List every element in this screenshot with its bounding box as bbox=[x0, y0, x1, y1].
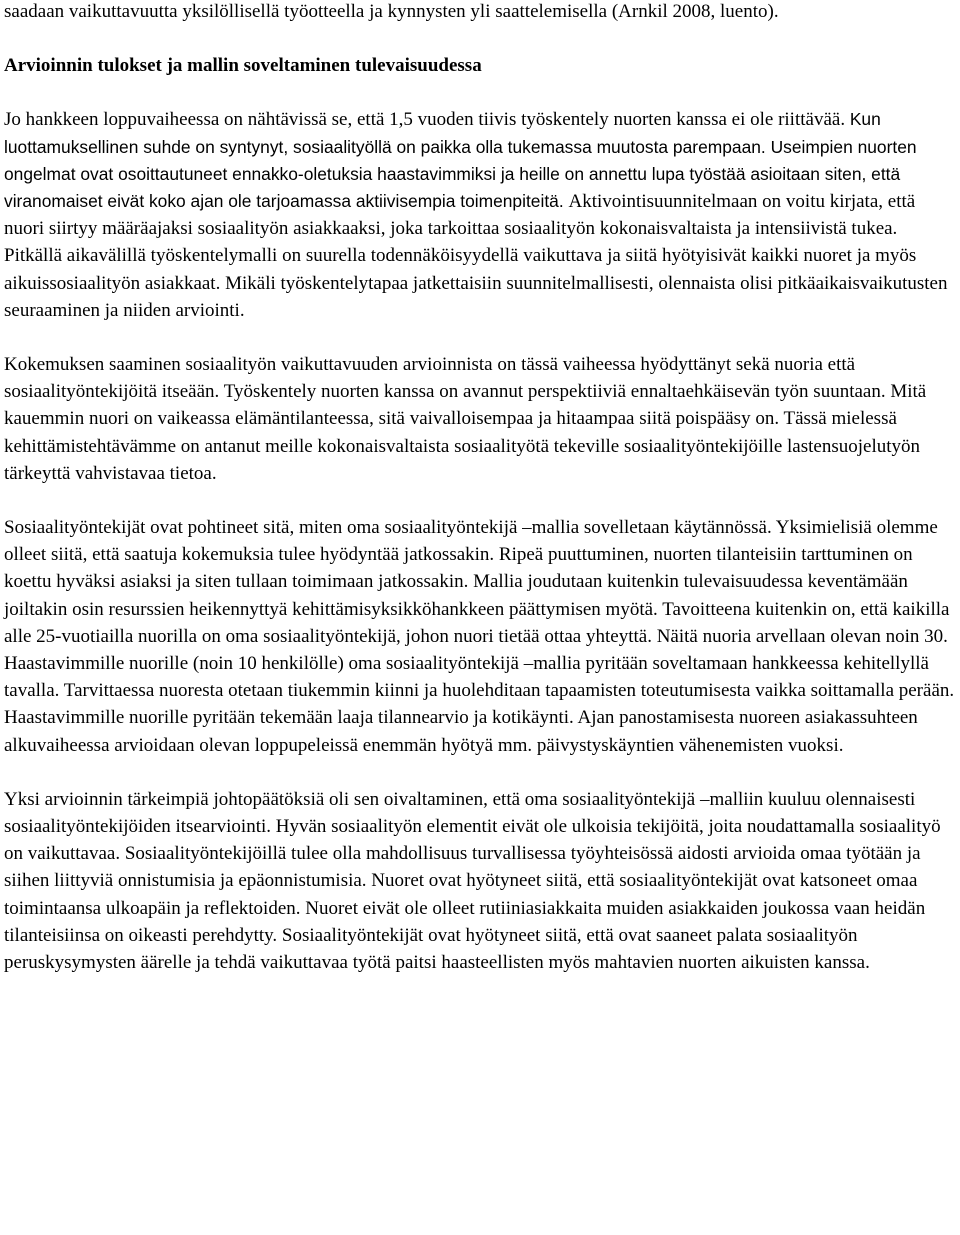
paragraph-1-sentence-3: Useimpien nuorten ongelmat ovat osoittautuneet ennakko-oletuksia haastavimmiksi ja heille on annettu lupa työstää asioitaan siten, että viranomaiset eivät koko ajan ole tarjoamassa aktiivisempia toimenpiteitä. bbox=[4, 136, 917, 212]
paragraph-3: Sosiaalityöntekijät ovat pohtineet sitä, miten oma sosiaalityöntekijä –mallia sovelletaan käytännössä. Yksimielisiä olemme olleet siitä, että saatuja kokemuksia tulee hyödyntää jatkossakin. Ripeä puuttuminen, nuorten tilanteisiin tarttuminen on koettu hyväksi asiaksi ja siten tullaan toimimaan jatkossakin. Mallia joudutaan kuitenkin tulevaisuudessa keventämään joiltakin osin resurssien heikennyttyä kehittämisyksikköhankkeen päättymisen myötä. Tavoitteena kuitenkin on, että kaikilla alle 25-vuotiailla nuorilla on oma sosiaalityöntekijä, johon nuori tietää ottaa yhteyttä. Näitä nuoria arvellaan olevan noin 30. Haastavimmille nuorille (noin 10 henkilölle) oma sosiaalityöntekijä –mallia pyritään soveltamaan hankkeessa kehitellyllä tavalla. Tarvittaessa nuoresta otetaan tiukemmin kiinni ja huolehditaan tapaamisten toteutumisesta vaikka soittamalla perään. Haastavimmille nuorille pyritään tekemään laaja tilannearvio ja kotikäynti. Ajan panostamisesta nuoreen asiakassuhteen alkuvaiheessa arvioidaan olevan loppupeleissä enemmän hyötyä mm. päivystyskäyntien vähenemisten vuoksi. bbox=[4, 517, 955, 756]
paragraph-2: Kokemuksen saaminen sosiaalityön vaikuttavuuden arvioinnista on tässä vaiheessa hyödyttänyt sekä nuoria että sosiaalityöntekijöitä itseään. Työskentely nuorten kanssa on avannut perspektiiviä ennaltaehkäisevän työn suuntaan. Mitä kauemmin nuori on vaikeassa elämäntilanteessa, sitä vaivalloisempaa ja hitaampaa siitä poispääsy on. Tässä mielessä kehittämistehtävämme on antanut meille kokonaisvaltaista sosiaalityötä tekeville sosiaalityöntekijöille lastensuojelutyön tärkeyttä vahvistavaa tietoa. bbox=[4, 354, 927, 484]
paragraph-spacer bbox=[4, 487, 956, 514]
paragraph-1-sentence-2: Kun luottamuksellinen suhde on syntynyt, sosiaalityöllä on paikka olla tukemassa muutosta parempaan. bbox=[4, 109, 881, 157]
paragraph-1-sentence-1: Jo hankkeen loppuvaiheessa on nähtävissä se, että 1,5 vuoden tiivis työskentely nuorten kanssa ei ole riittävää. bbox=[4, 109, 850, 131]
paragraph-1 bbox=[4, 106, 956, 324]
paragraph-spacer bbox=[4, 759, 956, 786]
document-page bbox=[4, 0, 956, 976]
paragraph-4: Yksi arvioinnin tärkeimpiä johtopäätöksiä oli sen oivaltaminen, että oma sosiaalityöntekijä –malliin kuuluu olennaisesti sosiaalityöntekijöiden itsearviointi. Hyvän sosiaalityön elementit eivät ole ulkoisia tekijöitä, joita noudattamalla sosiaalityö on vaikuttavaa. Sosiaalityöntekijöillä tulee olla mahdollisuus turvallisessa työyhteisössä aidosti arvioida omaa työtään ja siihen liittyviä onnistumisia ja epäonnistumisia. Nuoret ovat hyötyneet siitä, että sosiaalityöntekijät ovat katsoneet omaa toimintaansa ulkoapäin ja reflektoiden. Nuoret eivät ole olleet rutiiniasiakkaita muiden asiakkaiden joukossa vaan heidän tilanteisiinsa on oikeasti perehdytty. Sosiaalityöntekijät ovat hyötyneet siitä, että ovat saaneet palata sosiaalityön peruskysymysten äärelle ja tehdä vaikuttavaa työtä paitsi haasteellisten myös mahtavien nuorten aikuisten kanssa. bbox=[4, 788, 941, 974]
paragraph-spacer bbox=[4, 25, 956, 52]
paragraph-spacer bbox=[4, 79, 956, 106]
paragraph-1-sentence-6: Mikäli työskentelytapaa jatkettaisiin suunnitelmallisesti, olennaista olisi pitkäaikaisvaikutusten seuraaminen ja niiden arviointi. bbox=[4, 272, 948, 321]
section-heading: Arvioinnin tulokset ja mallin soveltaminen tulevaisuudessa bbox=[4, 55, 482, 77]
paragraph-spacer bbox=[4, 324, 956, 351]
intro-paragraph: saadaan vaikuttavuutta yksilöllisellä työotteella ja kynnysten yli saattelemisella (Arnkil 2008, luento). bbox=[4, 1, 779, 22]
paragraph-1-sentence-5: Pitkällä aikavälillä työskentelymalli on suurella todennäköisyydellä vaikuttava ja siitä hyötyisivät kaikki nuoret ja myös aikuissosiaalityön asiakkaat. bbox=[4, 245, 917, 294]
paragraph-1-sentence-4: Aktivointisuunnitelmaan on voitu kirjata, että nuori siirtyy määräajaksi sosiaalityön asiakkaaksi, joka tarkoittaa sosiaalityön kokonaisvaltaista ja intensiivistä tukea. bbox=[4, 191, 916, 240]
